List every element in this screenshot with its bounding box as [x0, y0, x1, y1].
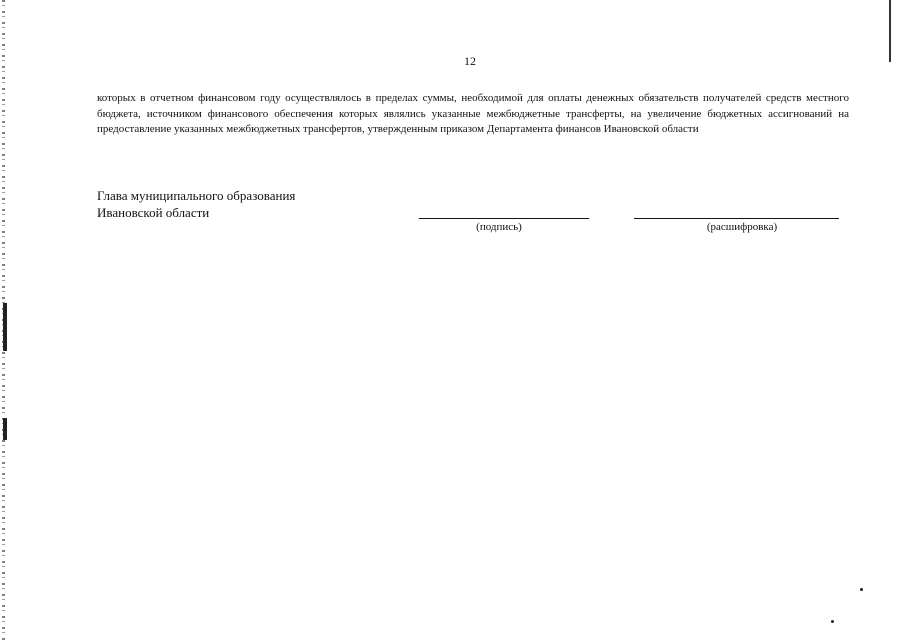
signature-line — [419, 218, 589, 219]
signatory-title-line2: Ивановской области — [97, 205, 210, 220]
scan-edge-mark — [3, 303, 7, 351]
page-number: 12 — [464, 54, 476, 68]
body-paragraph: которых в отчетном финансовом году осуществлялось в пределах суммы, необходимой для оплаты денежных обязательств получателей средств местного бюджета, источником финансового обеспечения которых являлись указанные межбюджетные трансферты, на увеличение бюджетных ассигнований на предоставление указанных межбюджетных трансфертов, утвержденным приказом Департамента финансов Ивановской области — [97, 92, 849, 135]
decoding-line — [634, 218, 839, 219]
scan-edge-mark — [3, 418, 7, 440]
signatory-title — [97, 187, 295, 221]
scan-speck — [831, 620, 834, 623]
scan-edge-right — [889, 0, 891, 62]
signatory-title-line1: Глава муниципального образования — [97, 188, 296, 203]
scan-speck — [860, 588, 863, 591]
signature-caption: (подпись) — [476, 221, 522, 233]
decoding-caption: (расшифровка) — [706, 221, 778, 233]
